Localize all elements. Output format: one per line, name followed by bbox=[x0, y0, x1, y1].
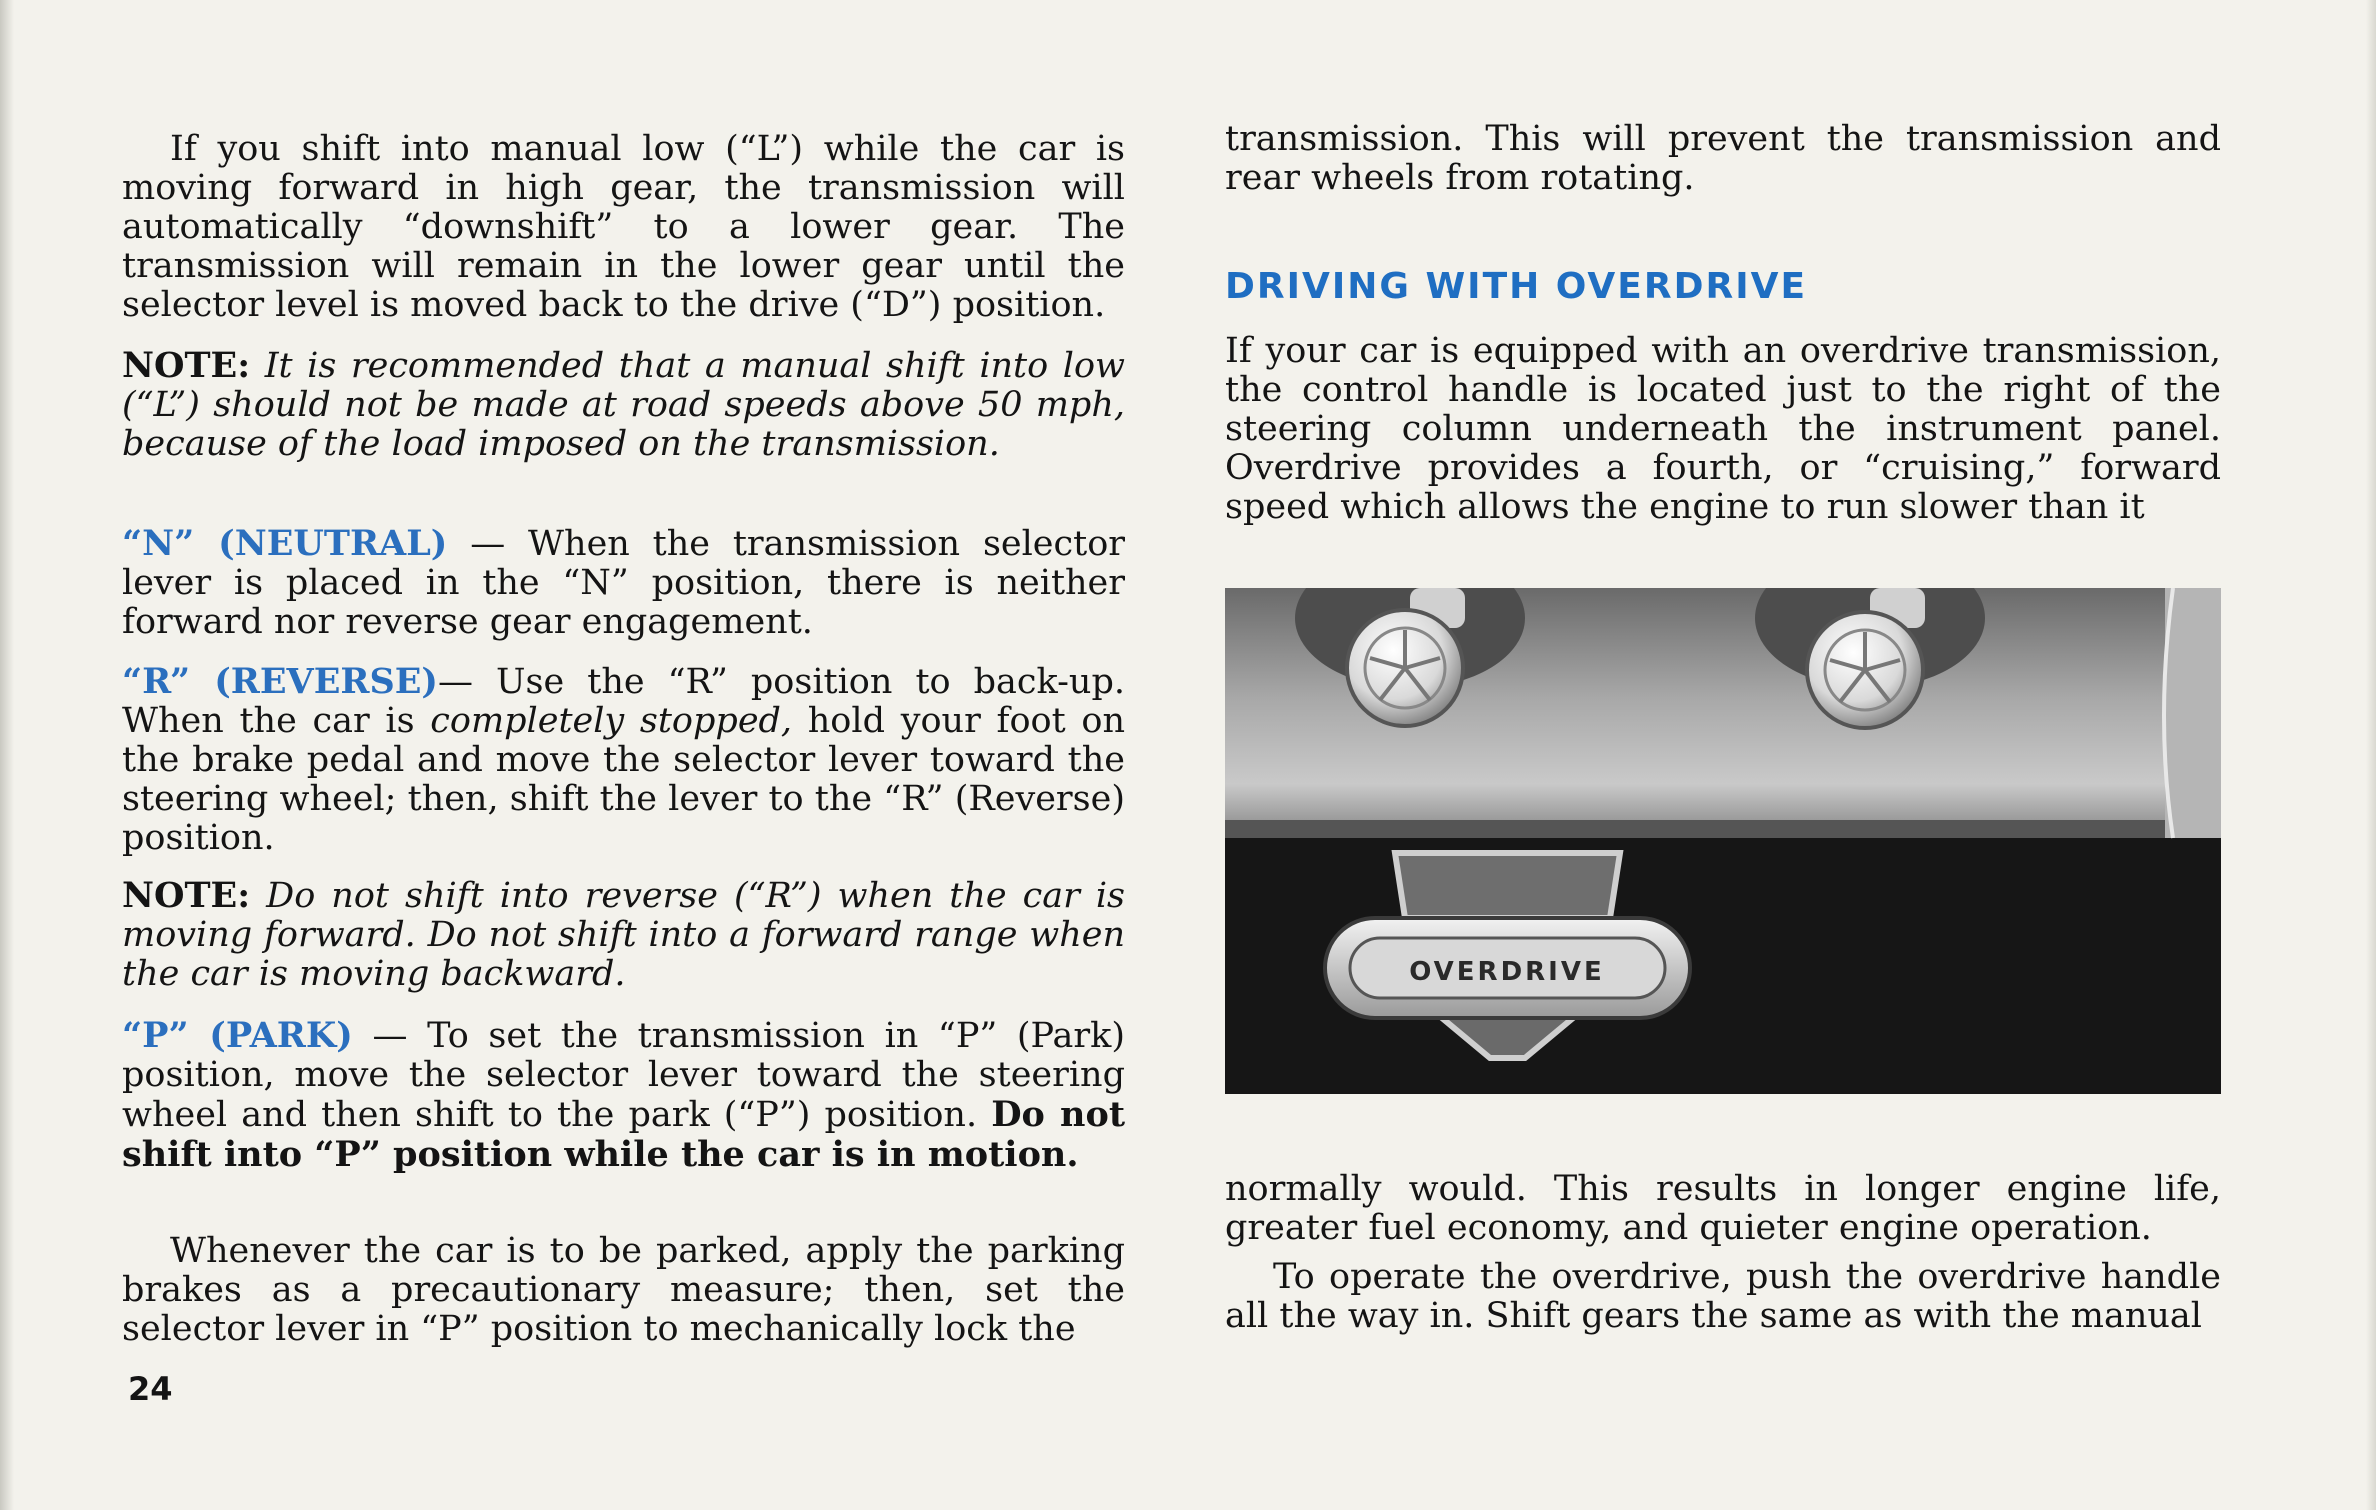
page-gutter-shadow bbox=[0, 0, 14, 1510]
paragraph-overdrive-intro: If your car is equipped with an overdrive transmission, the control handle is located just to the right of the steering column underneath the instrument panel. Overdrive provides a fourth, or “cruising,” forward speed which allows the engine to run slower than it bbox=[1225, 331, 2221, 527]
paragraph-reverse bbox=[122, 662, 1125, 858]
term-neutral: “N” (NEUTRAL) bbox=[122, 523, 448, 564]
note-label: NOTE: bbox=[122, 345, 251, 386]
park-warning: Do not shift into “P” position while the car is in motion. bbox=[122, 1094, 1125, 1175]
park-text: — To set the transmission in “P” (Park) position, move the selector lever toward the steering wheel and then shift to the park (“P”) position. bbox=[122, 1016, 1125, 1135]
overdrive-label: OVERDRIVE bbox=[1409, 957, 1605, 987]
page-number: 24 bbox=[128, 1370, 173, 1408]
paragraph-overdrive-benefits: normally would. This results in longer engine life, greater fuel economy, and quieter engine operation. bbox=[1225, 1169, 2221, 1248]
page-edge-shadow bbox=[2366, 0, 2376, 1510]
note-label: NOTE: bbox=[122, 875, 251, 916]
term-reverse: “R” (REVERSE) bbox=[122, 661, 438, 702]
dash-trim-shape bbox=[2165, 588, 2221, 838]
note-text: It is recommended that a manual shift into low (“L”) should not be made at road speeds above 50 mph, because of the load imposed on the transmission. bbox=[122, 346, 1125, 464]
paragraph-overdrive-operate: To operate the overdrive, push the overdrive handle all the way in. Shift gears the same as with the manual bbox=[1225, 1257, 2221, 1336]
neutral-text: — When the transmission selector lever is placed in the “N” position, there is neither forward nor reverse gear engagement. bbox=[122, 524, 1125, 642]
note-manual-shift bbox=[122, 346, 1125, 464]
paragraph-neutral bbox=[122, 524, 1125, 642]
reverse-text-b: hold your foot on the brake pedal and move the selector lever toward the steering wheel; then, shift the lever to the “R” (Reverse) position. bbox=[122, 701, 1125, 858]
note-reverse bbox=[122, 876, 1125, 994]
paragraph-park bbox=[122, 1016, 1125, 1175]
reverse-text-italic: completely stopped, bbox=[430, 701, 793, 741]
overdrive-handle-icon bbox=[1325, 853, 1690, 1058]
paragraph-manual-low: If you shift into manual low (“L”) while the car is moving forward in high gear, the transmission will automatically “downshift” to a lower gear. The transmission will remain in the lower gear until the selector level is moved back to the drive (“D”) position. bbox=[122, 129, 1125, 325]
paragraph-transmission-lock: transmission. This will prevent the transmission and rear wheels from rotating. bbox=[1225, 119, 2221, 198]
paragraph-parking-brake: Whenever the car is to be parked, apply the parking brakes as a precautionary measure; then, set the selector lever in “P” position to mechanically lock the bbox=[122, 1231, 1125, 1349]
dash-edge-shape bbox=[1225, 820, 2221, 838]
reverse-text-a: — Use the “R” position to back-up. When the car is bbox=[122, 662, 1126, 741]
overdrive-handle-photo bbox=[1225, 588, 2221, 1094]
section-heading: DRIVING WITH OVERDRIVE bbox=[1225, 266, 1808, 307]
note-text: Do not shift into reverse (“R”) when the car is moving forward. Do not shift into a forward range when the car is moving backward. bbox=[122, 876, 1125, 994]
term-park: “P” (PARK) bbox=[122, 1015, 353, 1056]
